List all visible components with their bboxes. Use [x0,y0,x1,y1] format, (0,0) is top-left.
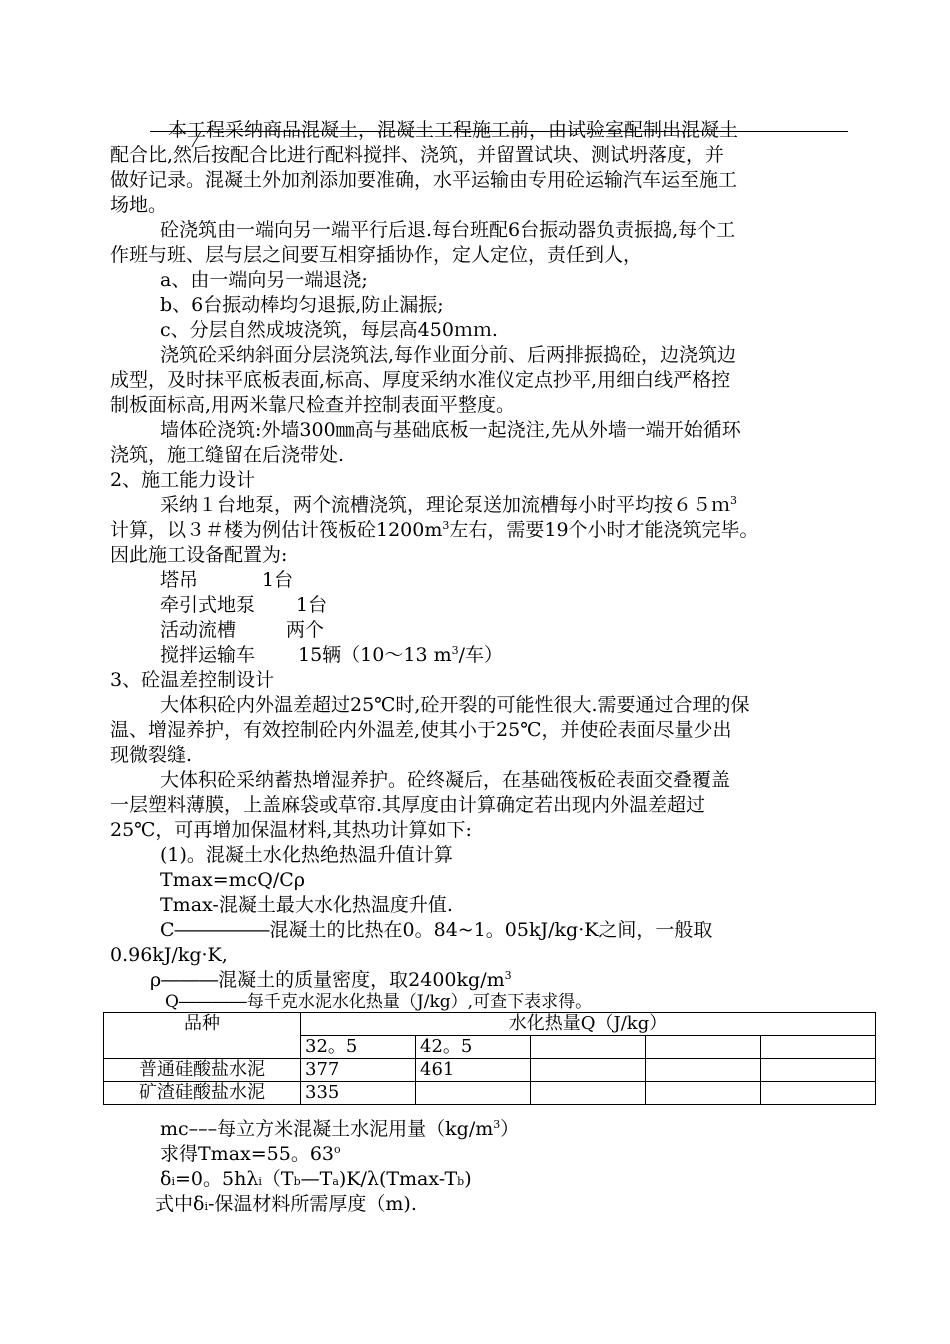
table-cell [531,1059,646,1082]
table-row [104,1082,876,1105]
table-row [104,1059,876,1082]
paragraph-line: 作班与班、层与层之间要互相穿插协作，定人定位，责任到人， [110,244,643,266]
formula-definition: 0.96kJ/kg·K, [110,944,228,966]
group-header: 水化热量Q（J/kg） [301,1013,876,1036]
table-cell: 461 [416,1059,531,1082]
paragraph-line: 成型，及时抹平底板表面,标高、厚度采纳水准仪定点抄平,用细白线严格控 [110,369,731,391]
paragraph-line: 浇筑砼采纳斜面分层浇筑法,每作业面分前、后两排振捣砼，边浇筑边 [160,344,737,366]
table-header-row [104,1013,876,1036]
formula-definition: 式中$\delta_i-$保温材料所需厚度（m). [155,1193,417,1215]
paragraph-line: 大体积砼内外温差超过25℃时,砼开裂的可能性很大.需要通过合理的保 [160,694,750,716]
calc-title: (1)。混凝土水化热绝热温升值计算 [160,844,453,866]
grade-cell [646,1036,761,1059]
hydration-heat-table [103,1012,876,1105]
paragraph-line: 25℃，可再增加保温材料,其热功计算如下: [110,819,472,841]
formula-definition: mc–––每立方米混凝土水泥用量$(kg/m^3)$ [160,1118,520,1140]
formula-definition: C―――――混凝土的比热在0。84~1。05kJ/kg·K之间，一般取 [160,919,713,941]
list-item: c、分层自然成坡浇筑，每层高450ｍｍ. [160,319,498,341]
paragraph-line: 计算，以３＃楼为例估计筏板砼$1200m^3$左右，需要19个小时才能浇筑完毕。 [110,519,759,541]
paragraph-line: 大体积砼采纳蓄热增湿养护。砼终凝后，在基础筏板砼表面交叠覆盖 [160,769,731,791]
grade-cell: 32。5 [301,1036,416,1059]
equipment-qty: 1台 [296,594,328,616]
formula: Tmax=mcQ/Cρ [160,869,305,891]
section-heading: 3、砼温差控制设计 [110,669,275,691]
formula-definition: ρ―――混凝土的质量密度，取$2400kg/m^3$ [150,969,512,991]
paragraph-line: 因此施工设备配置为: [110,544,288,566]
paragraph-line: 采纳１台地泵，两个流槽浇筑，理论泵送加流槽每小时平均按６５ｍ$^3$ [160,494,738,516]
table-cell: 377 [301,1059,416,1082]
table-cell [531,1082,646,1105]
equipment-qty: 15辆（10～13 $m^3/$车） [298,644,503,666]
list-item: a、由一端向另一端退浇; [160,269,368,291]
paragraph-line: 浇筑，施工缝留在后浇带处. [110,444,345,466]
table-cell [761,1082,876,1105]
table-cell [646,1082,761,1105]
grade-cell: 42。5 [416,1036,531,1059]
equipment-name: 搅拌运输车 [160,644,256,666]
paragraph-line: 墙体砼浇筑:外墙300㎜高与基础底板一起浇注,先从外墙一端开始循环 [160,419,741,441]
table-cell [416,1082,531,1105]
paragraph-line: 温、增湿养护，有效控制砼内外温差,使其小于25℃，并使砼表面尽量少出 [110,719,732,741]
grade-cell [761,1036,876,1059]
paragraph-line: 砼浇筑由一端向另一端平行后退.每台班配6台振动器负责振捣,每个工 [160,219,736,241]
formula-definition: Q――――每千克水泥水化热量（J/kg）,可查下表求得。 [165,992,593,1012]
cement-name: 普通硅酸盐水泥 [104,1059,301,1082]
paragraph-line: 配合比,然后按配合比进行配料搅拌、浇筑，并留置试块、测试坍落度，并 [110,144,725,166]
paragraph-line: 现微裂缝. [110,744,193,766]
section-heading: 2、施工能力设计 [110,469,256,491]
column-header: 品种 [104,1013,301,1059]
equipment-name: 牵引式地泵 [160,594,256,616]
equipment-name: 塔吊 [160,569,199,591]
paragraph-line: 制板面标高,用两米靠尺检查并控制表面平整度。 [110,394,516,416]
formula-definition: Tmax-混凝土最大水化热温度升值. [160,894,453,916]
equipment-qty: 两个 [286,619,325,641]
formula: $\delta_i=0$。$5h\lambda_i(T_b—T_a)K/\lambda(Tmax-T_b)$ [160,1168,472,1190]
paragraph-line: 场地。 [110,194,168,216]
result-line: 求得Tmax=55。63$^o$ [160,1143,341,1165]
paragraph-line: 做好记录。混凝土外加剂添加要准确，水平运输由专用砼运输汽车运至施工 [110,169,738,191]
table-cell [761,1059,876,1082]
cement-name: 矿渣硅酸盐水泥 [104,1082,301,1105]
list-item: b、6台振动棒均匀退振,防止漏振; [160,294,444,316]
grade-cell [531,1036,646,1059]
paragraph-line: 本工程采纳商品混凝土，混凝土工程施工前，由试验室配制出混凝土 [168,119,739,141]
table-cell [646,1059,761,1082]
paragraph-line: 一层塑料薄膜，上盖麻袋或草帘.其厚度由计算确定若出现内外温差超过 [110,794,706,816]
equipment-name: 活动流槽 [160,619,237,641]
equipment-qty: 1台 [262,569,294,591]
table-cell: 335 [301,1082,416,1105]
